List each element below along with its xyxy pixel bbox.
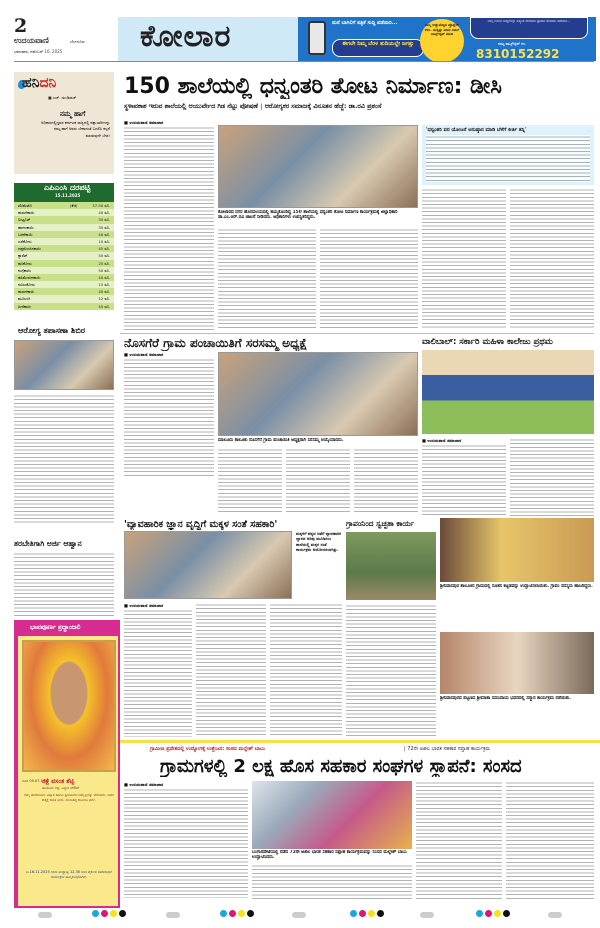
tribute-text: ನಮ್ಮ ತಂದೆಯವರು ವಿಶ್ವಾಸ ಹಾಗೂ ಪ್ರೀತಿಯಿಂದ ನಮ್ಮೆಲ್ಲರನ್ನು ಬೆಳೆಸಿದರು. ಅವರ ಆತ್ಮಕ್ಕೆ ಶಾಂತಿ ಸಿಗಲಿ. ದುಃಖತಪ್ತ ಕುಟುಂಬ ವರ್ಗ. — [24, 793, 114, 802]
unit — [70, 245, 84, 252]
vegetable-name: ನವಿಲುಕೋಸು — [18, 282, 35, 288]
bottom-photo — [252, 781, 412, 849]
vegetable-name: ದಪ್ಪಮೆಣಸಿನಕಾಯಿ — [18, 246, 41, 252]
bottom-headline: ಗ್ರಾಮಗಳಲ್ಲಿ 2 ಲಕ್ಷ ಹೊಸ ಸಹಕಾರ ಸಂಘಗಳ ಸ್ಥಾಪನೆ: ಸಂಸದ — [160, 756, 522, 777]
apmc-row — [14, 303, 114, 310]
section-divider — [120, 333, 594, 334]
santhe-body-col3 — [270, 603, 342, 737]
subhead-separator: | — [260, 102, 263, 110]
training-body — [14, 552, 114, 617]
price: 50 ರೂ. — [98, 267, 110, 273]
unit — [70, 281, 84, 288]
lead-photo-caption: ಕೋಲಾರದ ನಗರ ಹೊರವಲಯದಲ್ಲಿ ಹಮ್ಮಿಕೊಂಡಿದ್ದ 150 ಶಾಲೆಯಲ್ಲಿ ಧನ್ವಂತರಿ ತೋಟ ನಿರ್ಮಾಣ ಕಾರ್ಯಕ್ರಮಕ್ಕೆ ಜಿಲ್ಲಾಧಿಕಾರಿ ಡಾ.ಎಂ.ಆರ್.ರವಿ ಚಾಲನೆ ನೀಡಿದರು. ಅಧಿಕಾರಿಗಳು ಉಪಸ್ಥಿತರಿದ್ದರು. — [218, 210, 398, 221]
cmyk-mark — [92, 910, 126, 917]
hani-dani-logo — [22, 75, 56, 91]
registration-mark — [292, 912, 306, 918]
unit — [70, 252, 84, 259]
bottom-kicker-2: | 72ನೇ ಅಖಿಲ ಭಾರತ ಸಹಕಾರ ಸಪ್ತಾಹ ಕಾರ್ಯಕ್ರಮ — [404, 746, 491, 752]
right-caption-2: ಶ್ರೀನಿವಾಸಪುರದ ಪಟ್ಟಣದ ಶ್ರೀಮಾತಾ ಸಮುದಾಯ ಭವನದಲ್ಲಿ ಸನ್ಮಾನ ಕಾರ್ಯಕ್ರಮ ನಡೆಯಿತು. — [440, 696, 571, 701]
unit — [70, 267, 84, 274]
apmc-row — [14, 295, 114, 302]
tribute-title: ಭಾವಪೂರ್ಣ ಶ್ರದ್ಧಾಂಜಲಿ — [30, 623, 81, 631]
unit — [70, 209, 84, 216]
grama-body — [346, 604, 436, 738]
lead-body-col4 — [422, 188, 506, 328]
unit — [70, 224, 84, 231]
santhe-body-col2 — [196, 603, 266, 737]
vegetable-name: ಹುರುಳಿಕಾಯಿ — [18, 289, 35, 295]
subhead-a: ಸ್ಥಳಾವಕಾಶ ಇರುವ ಶಾಲೆಯಲ್ಲಿ ಆಯುರ್ವೇದ ಗಿಡ ನೆಟ್ಟು ಪೋಷಣೆ — [124, 102, 258, 110]
apmc-row — [14, 260, 114, 267]
volleyball-byline: ■ ಉದಯವಾಣಿ ಸಮಾಚಾರ — [422, 438, 462, 443]
unit: (ಕೆಜಿ) — [70, 203, 78, 208]
registration-mark — [38, 912, 52, 918]
lead-body-col1 — [124, 126, 214, 331]
volleyball-headline: ವಾಲಿಬಾಲ್: ಸರ್ಕಾರಿ ಮಹಿಳಾ ಕಾಲೇಜು ಪ್ರಥಮ — [422, 337, 553, 347]
vegetable-name: ನುಗ್ಗೆಕಾಯಿ — [18, 267, 31, 273]
vegetable-name: ಎಲೆಕೋಸು — [18, 238, 32, 244]
ad-circle-text: ನಿಮ್ಮ ಅಚ್ಚುಮೆಚ್ಚಿನ ಪ್ರೊಫೈಲ್ ಕಳಿಸಿ. ಮತ್ತಷ್ಟು ಮಾಡಿ ನಮಗೆ ವಾಟ್ಸ್‌ಆ್ಯಪ್ ಮಾಡಿ — [424, 23, 460, 37]
price: 40 ರೂ. — [98, 289, 110, 295]
price: 37.50 ರೂ. — [92, 203, 110, 208]
phone-icon — [308, 21, 326, 55]
cmyk-mark — [350, 910, 384, 917]
nosagere-byline: ■ ಉದಯವಾಣಿ ಸಮಾಚಾರ — [124, 352, 164, 357]
apmc-row — [14, 274, 114, 281]
vegetable-name: ಹುರುಳಿಕಾಯಿ — [18, 210, 35, 216]
vegetable-name: ಹೂಕೋಸು — [18, 260, 32, 266]
apmc-row — [14, 231, 114, 238]
lead-body-col3 — [320, 228, 418, 328]
price: 12 ರೂ. — [98, 296, 110, 302]
registration-mark — [420, 912, 434, 918]
lead-headline: 150 ಶಾಲೆಯಲ್ಲಿ ಧನ್ವಂತರಿ ತೋಟ ನಿರ್ಮಾಣ: ಡೀಸಿ — [124, 74, 502, 99]
santhe-photo — [124, 531, 292, 599]
paper-name: ಉದಯವಾಣಿ — [14, 36, 49, 45]
lead-body-col5 — [510, 188, 594, 328]
tribute-name: ನಕ್ಷೆ ವಸಂತ ಶೆಟ್ಟಿ — [42, 778, 75, 785]
price: 10 ರೂ. — [98, 238, 110, 244]
apmc-row — [14, 267, 114, 274]
tribute-address: ಹೊಸೂರು ರಸ್ತೆ, ವಿನ್ಯಾಸ ಲೇಔಟ್ — [42, 786, 80, 790]
apmc-row — [14, 281, 114, 288]
vegetable-name: ಬದನೆಕಾಯಿ — [18, 231, 33, 237]
price: 50 ರೂ. — [98, 253, 110, 259]
bottom-byline: ■ ಉದಯವಾಣಿ ಸಮಾಚಾರ — [124, 782, 164, 787]
santhe-headline: 'ವ್ಯಾವಹಾರಿಕ ಜ್ಞಾನ ವೃದ್ಧಿಗೆ ಮಕ್ಕಳ ಸಂತೆ ಸಹಕಾರಿ' — [124, 519, 278, 530]
vegetable-name: ಕ್ಯಾರೆಟ್ — [18, 253, 28, 259]
registration-mark — [166, 912, 180, 918]
price: 40 ರೂ. — [98, 274, 110, 280]
price: 40 ರೂ. — [98, 231, 110, 237]
lead-byline: ■ ಉದಯವಾಣಿ ಸಮಾಚಾರ — [124, 120, 164, 125]
ad-whatsapp-label: ನಮ್ಮ ವಾಟ್ಸ್‌ಆ್ಯಪ್ ನಂ. — [498, 41, 527, 46]
volleyball-body-col2 — [510, 438, 594, 516]
unit — [70, 295, 84, 302]
unit — [70, 274, 84, 281]
price: 45 ರೂ. — [98, 303, 110, 309]
nosagere-photo — [218, 352, 418, 436]
tribute-portrait — [22, 640, 116, 772]
lead-body-col2 — [218, 228, 316, 328]
vegetable-name: ಹಸಿಮೆಣಸಿನಕಾಯಿ — [18, 274, 41, 280]
cmyk-mark — [220, 910, 254, 917]
price: 25 ರೂ. — [98, 260, 110, 266]
edition-label: ಬೆಂಗಳೂರು — [70, 39, 85, 44]
lead-subhead — [124, 102, 382, 111]
bottom-body-col3 — [416, 781, 502, 899]
subhead-b: ಆರೋಗ್ಯಕರ ಸಮಾಜಕ್ಕೆ ವಿನೂತನ ಹೆಜ್ಜೆ: ಡಾ.ರವಿ ಪ್ರಶಂಸೆ — [264, 102, 382, 110]
price: 45 ರೂ. — [98, 246, 110, 252]
vegetable-name: ಟೊಮೆಟೊ — [18, 203, 32, 208]
poem-title: ನಮ್ಮ ಹಾಗೆ — [60, 110, 86, 118]
poem-text: ಅಧಿಕಾರದಲ್ಲಿದ್ದವರ ಕರ್ನಾಟಕ ರಾಜ್ಯದಲ್ಲಿ ಪಕ್ಷಾಂತರಿಗಳನ್ನು ನಮ್ಮ ಹಾಗೆ ಅವರು ಬೇಕಾದಂತೆ ಬದಲಿಸಿ ಕಲ್ಪನೆ ಮಾಡುವುದೇ ಬೇಡ! — [41, 120, 110, 138]
registration-mark — [548, 912, 562, 918]
apmc-row — [14, 209, 114, 216]
lead-photo — [218, 125, 418, 208]
price: 35 ರೂ. — [98, 224, 110, 230]
sidebar-title: 'ಧನ್ವಂತರಿ ವನ ಯೋಜನೆ ಅನುಷ್ಠಾನ ಮಾಡಿ ಬೆಳೆಗೆ ಕೀರ್ತಿ ತನ್ನಿ' — [426, 127, 527, 133]
unit — [70, 238, 84, 245]
logo-part-b: ದನಿ — [39, 75, 57, 91]
unit — [70, 231, 84, 238]
volleyball-photo — [422, 350, 594, 434]
vegetable-name: ಹಾಗಲಕಾಯಿ — [18, 224, 34, 230]
grama-photo — [346, 532, 436, 600]
apmc-row — [14, 238, 114, 245]
column-author: ■ ಎಚ್. ಡುಂಡಿರಾಜ್ — [48, 95, 77, 100]
apmc-row — [14, 202, 114, 209]
ad-line-2: ಈಗಲೇ ನಿಮ್ಮ ಬೆರಳ ತುದಿಯಲ್ಲೇ ಜಗತ್ತು — [342, 41, 414, 47]
sidebar-body — [426, 135, 590, 182]
apmc-row — [14, 224, 114, 231]
bottom-caption: ಬಂಗಾರಪೇಟೆಯಲ್ಲಿ ನಡೆದ 72ನೇ ಅಖಿಲ ಭಾರತ ಸಹಕಾರ ಸಪ್ತಾಹ ಕಾರ್ಯಕ್ರಮವನ್ನು ಸಂಸದ ಮಲ್ಲೇಶ್ ಬಾಬು ಉದ್ಘಾಟಿಸಿದರು. — [252, 850, 407, 861]
training-headline: ತರಬೇತಿಗಾಗಿ ಅರ್ಜಿ ಆಹ್ವಾನ — [14, 539, 82, 548]
vegetable-name: ಮೂಲಂಗಿ — [18, 296, 31, 302]
tribute-notice: ದಿ.16.11.2025 ರಂದು ಮಧ್ಯಾಹ್ನ 12.30 ರಿಂದ ವೈಕುಂಠ ಸಮಾರಾಧನೆ ಕಾರ್ಯಕ್ರಮ ಹಮ್ಮಿಕೊಳ್ಳಲಾಗಿದೆ. — [26, 870, 112, 879]
apmc-row — [14, 245, 114, 252]
unit — [70, 260, 84, 267]
apmc-title: ಎಪಿಎಂಸಿ ದರಪಟ್ಟಿ — [44, 183, 91, 192]
santhe-body-col1 — [124, 609, 192, 737]
vegetable-name: ಹೀರೆಕಾಯಿ — [18, 303, 31, 309]
section-title: ಕೋಲಾರ — [140, 19, 232, 54]
price: 30 ರೂ. — [98, 217, 110, 223]
bottom-band — [120, 740, 600, 743]
cmyk-mark — [476, 910, 510, 917]
apmc-row — [14, 216, 114, 223]
health-camp-photo — [14, 340, 114, 390]
health-camp-headline: ಆರೋಗ್ಯ ತಪಾಸಣಾ ಶಿಬಿರ — [18, 326, 86, 335]
ad-line-1: ಮನೆ ಬಾಗಿಲಿಗೆ ಪತ್ರಿಕೆ ಸುದ್ದಿ ಪಡೆಯಿರಿ... — [332, 20, 398, 26]
apmc-row — [14, 288, 114, 295]
right-caption-1: ಶ್ರೀನಿವಾಸಪುರ ತಾಲೂಕಿನ ಗ್ರಾಮದಲ್ಲಿ ನೂತನ ಕಟ್ಟಡವನ್ನು ಉದ್ಘಾಟಿಸಲಾಯಿತು. ಗ್ರಾಪಂ ಸದಸ್ಯರು ಹಾಜರಿದ್ದರು. — [440, 584, 593, 589]
unit — [70, 216, 84, 223]
santhe-byline: ■ ಉದಯವಾಣಿ ಸಮಾಚಾರ — [124, 603, 164, 608]
nosagere-headline: ನೊಸಗೆರೆ ಗ್ರಾಮ ಪಂಚಾಯಿತಿಗೆ ಸರಸಮ್ಮ ಅಧ್ಯಕ್ಷೆ — [124, 336, 308, 350]
nosagere-body-col4 — [354, 448, 418, 514]
nosagere-body-col2 — [218, 448, 282, 514]
nosagere-body-col1 — [124, 358, 214, 478]
volleyball-body-col1 — [422, 444, 506, 516]
unit — [70, 288, 84, 295]
vegetable-name: ಬೀಟ್ರೂಟ್ — [18, 217, 31, 223]
logo-part-a: ಹನಿ — [22, 75, 40, 91]
tribute-born: ಜನನ 09.07.1955 — [22, 779, 50, 783]
bottom-body-col1 — [124, 788, 248, 898]
apmc-date: 15.11.2025 — [55, 193, 81, 198]
right-photo-2 — [440, 632, 594, 694]
whatsapp-advertisement — [298, 17, 596, 61]
apmc-row — [14, 252, 114, 259]
bottom-body-col4 — [506, 781, 594, 899]
ad-box-text: ನಿಮ್ಮ ಊರಿನ ಸುದ್ದಿಗಳನ್ನು ಅತ್ಯಂತ ವೇಗವಾಗಿ ಪ್ರತಿದಿನ ನೇರವಾಗಿ ಪಡೆಯಿರಿ... — [487, 19, 571, 23]
nosagere-body-col3 — [286, 448, 350, 514]
price: 40 ರೂ. — [98, 210, 110, 216]
nosagere-caption: ಮಾಲೂರು ತಾಲೂಕು ನೊಸಗೆರೆ ಗ್ರಾಮ ಪಂಚಾಯಿತಿ ಅಧ್ಯಕ್ಷರಾಗಿ ಸರಸಮ್ಮ ಆಯ್ಕೆಯಾದರು. — [218, 438, 344, 443]
ad-phone-number: 8310152292 — [476, 47, 560, 61]
page-number: 2 — [14, 15, 28, 37]
right-photo-1 — [440, 518, 594, 582]
header-rule — [14, 61, 594, 62]
bottom-kicker: ಗ್ರಾಮೀಣ ಪ್ರದೇಶದಲ್ಲಿ ಉದ್ಯೋಗಕ್ಕೆ ಉತ್ತೇಜನ: ಸಂಸದ ಮಲ್ಲೇಶ್ ಬಾಬು — [150, 746, 265, 752]
issue-date: ಭಾನುವಾರ, ನವೆಂಬರ್ 16, 2025 — [14, 49, 63, 54]
santhe-side-text: ಮಕ್ಕಳಿಗೆ ಪಠ್ಯದ ಜತೆಗೆ ವ್ಯಾವಹಾರಿಕ ಜ್ಞಾನದ ಅರಿವು ಮೂಡಿಸಲು ಶಾಲೆಯಲ್ಲಿ ಮಕ್ಕಳ ಸಂತೆ ಕಾರ್ಯಕ್ರಮ ಆಯೋಜಿಸಲಾಗಿತ್ತು. — [296, 531, 341, 553]
grama-headline: ಗ್ರಾಪಂನಿಂದ ಸ್ವಚ್ಛತಾ ಕಾರ್ಯ — [346, 519, 415, 528]
price: 15 ರೂ. — [98, 282, 110, 288]
bottom-body-col2 — [252, 864, 412, 900]
unit — [70, 303, 84, 310]
health-camp-body — [14, 394, 114, 524]
apmc-price-table — [14, 202, 114, 310]
